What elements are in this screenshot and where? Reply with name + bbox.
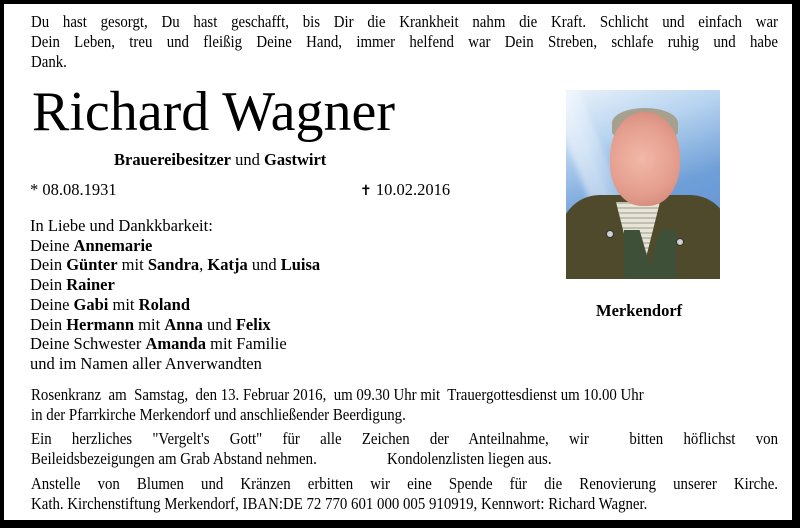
cross-icon: ✝	[360, 183, 372, 199]
family-intro: In Liebe und Dankkbarkeit:	[30, 216, 213, 235]
thanks-info	[31, 429, 778, 469]
birth-date	[30, 180, 117, 200]
deceased-name: Richard Wagner	[32, 81, 395, 143]
verse-line-3: Dank.	[31, 52, 67, 71]
family-list	[30, 216, 320, 374]
thanks-line-2: Beileidsbezeigungen am Grab Abstand nehmen. Kondolenzlisten liegen aus.	[31, 449, 552, 468]
donation-line-1: Anstelle von Blumen und Kränzen erbitten wir eine Spende für die Renovierung unserer Kirche.	[31, 474, 778, 493]
family-row: Dein Rainer	[30, 275, 115, 295]
family-row: Deine Annemarie	[30, 235, 153, 255]
verse-line-1: Du hast gesorgt, Du hast geschafft, bis Dir die Krankheit nahm die Kraft. Schlicht und einfach war	[31, 12, 778, 31]
family-closing: und im Namen aller Anverwandten	[30, 353, 262, 373]
place-name: Merkendorf	[596, 301, 683, 320]
family-row: Deine Schwester Amanda mit Familie	[30, 334, 287, 354]
verse-line-2: Dein Leben, treu und fleißig Deine Hand, immer helfend war Dein Streben, schlafe ruhig und habe	[31, 32, 778, 51]
service-line-1: Rosenkranz am Samstag, den 13. Februar 2016, um 09.30 Uhr mit Trauergottesdienst um 10.00 Uhr	[31, 385, 644, 404]
family-row: Dein Hermann mit Anna und Felix	[30, 314, 271, 334]
portrait-photo	[566, 90, 720, 279]
obituary-notice	[4, 4, 792, 520]
star-icon: *	[30, 180, 39, 199]
profession-brewery-owner: Brauereibesitzer	[114, 150, 231, 169]
service-info	[31, 385, 778, 425]
family-row: Dein Günter mit Sandra, Katja und Luisa	[30, 255, 321, 275]
verse	[31, 12, 778, 72]
thanks-line-1: Ein herzliches "Vergelt's Gott" für alle Zeichen der Anteilnahme, wir bitten höflichst von	[31, 429, 778, 448]
profession-innkeeper: Gastwirt	[263, 150, 327, 169]
profession	[114, 150, 326, 170]
service-line-2: in der Pfarrkirche Merkendorf und anschließender Beerdigung.	[31, 405, 406, 424]
death-date-value: 10.02.2016	[375, 180, 451, 199]
donation-info	[31, 474, 778, 514]
family-row: Deine Gabi mit Roland	[30, 294, 191, 314]
donation-line-2: Kath. Kirchenstiftung Merkendorf, IBAN:DE 72 770 601 000 005 910919, Kennwort: Richard Wagner.	[31, 494, 648, 513]
birth-date-value: 08.08.1931	[42, 180, 117, 199]
profession-joiner: und	[230, 150, 264, 169]
death-date	[360, 180, 450, 200]
